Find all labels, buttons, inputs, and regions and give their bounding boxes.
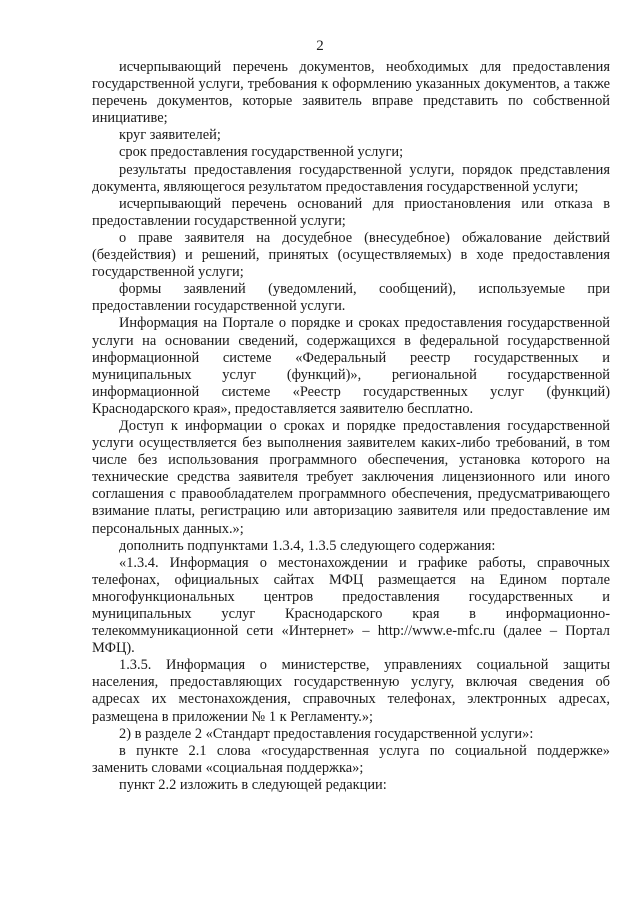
paragraph: исчерпывающий перечень оснований для приостановления или отказа в предоставлении государственной услуги; [92, 195, 610, 229]
paragraph: пункт 2.2 изложить в следующей редакции: [119, 776, 387, 793]
paragraph: дополнить подпунктами 1.3.4, 1.3.5 следующего содержания: [119, 537, 496, 554]
paragraph: Доступ к информации о сроках и порядке предоставления государственной услуги осуществляется без выполнения заявителем каких-либо требований, в том числе без использования программного обеспечения, установка которого на технические средства заявителя требует заключения лицензионного или иного соглашения с правообладателем программного обеспечения, предусматривающего взимание платы, регистрацию или авторизацию заявителя или предоставление им персональных данных.»; [92, 417, 610, 537]
page-number: 2 [316, 38, 324, 54]
document-body [92, 59, 610, 794]
paragraph: срок предоставления государственной услуги; [119, 144, 404, 161]
paragraph: результаты предоставления государственной услуги, порядок представления документа, являющегося результатом предоставления государственной услуги; [92, 161, 610, 195]
paragraph: о праве заявителя на досудебное (внесудебное) обжалование действий (бездействия) и решений, принятых (осуществляемых) в ходе предоставления государственной услуги; [92, 229, 610, 281]
paragraph: 1.3.5. Информация о министерстве, управлениях социальной защиты населения, предоставляющих государственную услугу, включая сведения об адресах их местонахождения, справочных телефонах, электронных адресах, размещена в приложении № 1 к Регламенту.»; [92, 657, 610, 725]
paragraph: в пункте 2.1 слова «государственная услуга по социальной поддержке» заменить словами «социальная поддержка»; [92, 742, 610, 776]
paragraph: круг заявителей; [119, 127, 221, 144]
paragraph: 2) в разделе 2 «Стандарт предоставления государственной услуги»: [119, 725, 534, 742]
paragraph: «1.3.4. Информация о местонахождении и графике работы, справочных телефонах, официальных сайтах МФЦ размещается на Едином портале многофункциональных центров предоставления государственных и муниципальных услуг Краснодарского края в информационно-телекоммуникационной сети «Интернет» – http://www.e-mfc.ru (далее – Портал МФЦ). [92, 554, 610, 657]
paragraph: исчерпывающий перечень документов, необходимых для предоставления государственной услуги, требования к оформлению указанных документов, а также перечень документов, которые заявитель вправе представить по собственной инициативе; [92, 59, 610, 127]
paragraph: формы заявлений (уведомлений, сообщений), используемые при предоставлении государственной услуги. [92, 281, 610, 315]
paragraph: Информация на Портале о порядке и сроках предоставления государственной услуги на основании сведений, содержащихся в федеральной государственной информационной системе «Федеральный реестр государственных и муниципальных услуг (функций)», региональной государственной информационной системе «Реестр государственных услуг (функций) Краснодарского края», предоставляется заявителю бесплатно. [92, 315, 610, 417]
